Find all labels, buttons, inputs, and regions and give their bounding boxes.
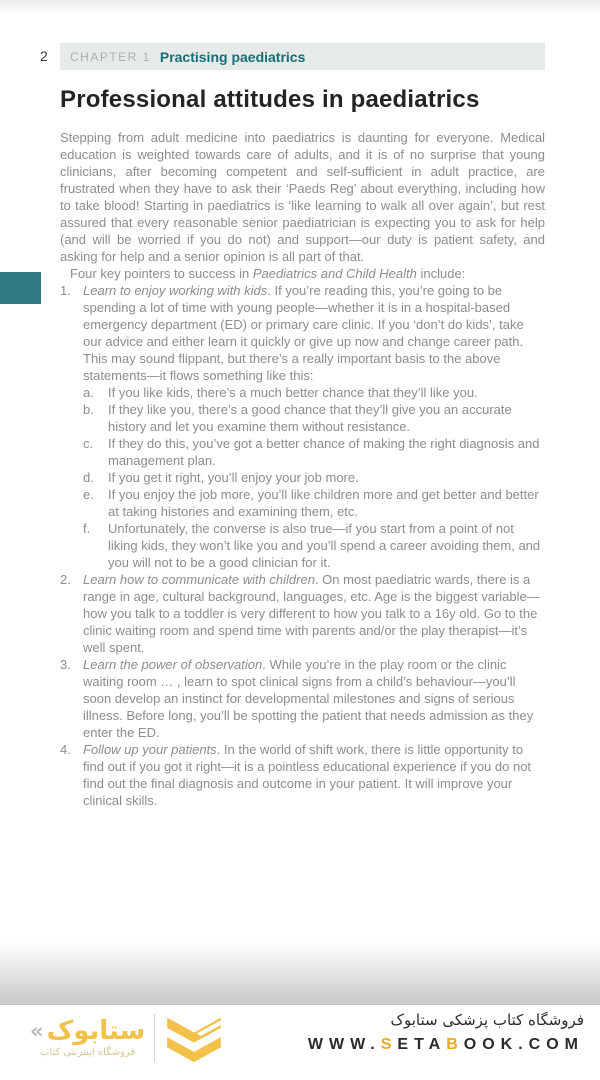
sublist-item-letter: b. — [83, 402, 94, 417]
setabook-logo-text — [30, 1018, 145, 1058]
list-item — [60, 282, 545, 571]
sublist-item-text: If you enjoy the job more, you’ll like children more and get better and better at taking histories and examining them, etc. — [108, 487, 539, 519]
sublist-item — [83, 384, 545, 401]
sublist-item-text: If you get it right, you’ll enjoy your job more. — [108, 470, 359, 485]
url-segment: OOK.COM — [463, 1036, 584, 1053]
list-item-lead: Learn to enjoy working with kids — [83, 283, 268, 298]
list-item-number: 2. — [60, 572, 71, 587]
store-name-persian: فروشگاه کتاب پزشکی ستابوک — [390, 1011, 584, 1029]
page-number: 2 — [40, 48, 48, 64]
sublist-item-text: If you like kids, there’s a much better chance that they’ll like you. — [108, 385, 478, 400]
pointers-intro-prefix: Four key pointers to success in — [70, 266, 253, 281]
list-item-body — [83, 282, 545, 571]
sublist-item-letter: f. — [83, 521, 91, 536]
list-item-text: . In the world of shift work, there is little opportunity to find out if you got it right—it is a pointless educational experience if you do not find out the final diagnosis and outcome in your patient. It will improve your clinical skills. — [83, 742, 532, 808]
guillemet-icon: « — [30, 1018, 44, 1043]
pointers-list — [60, 282, 545, 809]
sublist-item-text: If they like you, there’s a good chance that they’ll give you an accurate history and let you examine them without resistance. — [108, 402, 512, 434]
pointers-intro-book-title: Paediatrics and Child Health — [252, 266, 417, 281]
pointers-intro — [60, 265, 545, 282]
page-top-shadow — [0, 0, 600, 14]
sublist-item-letter: c. — [83, 436, 94, 451]
sublist-item — [83, 486, 545, 520]
intro-paragraph: Stepping from adult medicine into paediatrics is daunting for everyone. Medical education is weighted towards care of adults, and it is of no surprise that young clinicians, after becoming competent and self-sufficient in adult practice, are frustrated when they have to ask their ‘Paeds Reg’ about everything, including how to take blood! Starting in paediatrics is ‘like learning to walk all over again’, but rest assured that every reasonable senior paediatrician is expecting you to ask for help (and will be worried if you do not) and support—our duty is patient safety, and asking for help and a senior opinion is all part of that. — [60, 130, 545, 264]
pointers-intro-suffix: include: — [416, 266, 466, 281]
page-bottom-shadow — [0, 941, 600, 1005]
sublist-item — [83, 435, 545, 469]
chapter-bar — [60, 43, 545, 70]
setabook-wordmark-text: ستابوک — [46, 1016, 146, 1046]
list-item-number: 3. — [60, 657, 71, 672]
list-item — [60, 656, 545, 741]
website-url — [308, 1036, 584, 1054]
setabook-chevron-icon — [164, 1013, 224, 1063]
list-item-number: 4. — [60, 742, 71, 757]
sublist-item-text: Unfortunately, the converse is also true—if you start from a point of not liking kids, they won’t like you and you’ll spend a career avoiding them, and you will not to be a good clinician for it. — [108, 521, 541, 570]
page-header — [0, 43, 600, 70]
page-content — [60, 86, 545, 809]
chapter-thumb-tab — [0, 272, 41, 304]
chapter-title: Practising paediatrics — [159, 48, 306, 65]
logo-divider — [154, 1014, 155, 1062]
list-item-lead: Learn how to communicate with children — [83, 572, 315, 587]
list-item — [60, 571, 545, 656]
sublist-item-letter: e. — [83, 487, 94, 502]
url-segment: B — [446, 1036, 464, 1053]
list-item — [60, 741, 545, 809]
list-item-number: 1. — [60, 283, 71, 298]
list-item-body — [83, 571, 545, 656]
sublist-item — [83, 469, 545, 486]
url-segment: WWW. — [307, 1036, 381, 1053]
url-segment: S — [380, 1036, 398, 1053]
list-item-sublist — [83, 384, 545, 571]
sublist-item — [83, 520, 545, 571]
list-item-lead: Follow up your patients — [83, 742, 217, 757]
sublist-item-letter: a. — [83, 385, 94, 400]
list-item-text: . On most paediatric wards, there is a range in age, cultural background, languages, etc. Age is the biggest variable—how you talk to a toddler is very different to how you talk to a 16y old. Go to the clinic waiting room and spend time with parents and/or the play therapist—it’s well spent. — [83, 572, 540, 655]
list-item-text: . If you’re reading this, you’re going to be spending a lot of time with young people—whether it is in a hospital-based emergency department (ED) or primary care clinic. If you ‘don’t do kids’, take our advice and either learn it quickly or give up now and change career path. This may sound flippant, but there’s a really important basis to the above statements—it flows something like this: — [83, 283, 524, 383]
footer-store-info — [308, 1011, 584, 1054]
setabook-wordmark — [30, 1018, 145, 1044]
list-item-body — [83, 656, 545, 741]
setabook-logo — [30, 1013, 224, 1063]
sublist-item-letter: d. — [83, 470, 94, 485]
watermark-footer — [0, 1005, 600, 1080]
list-item-lead: Learn the power of observation — [83, 657, 263, 672]
url-segment: ETA — [397, 1036, 447, 1053]
sublist-item-text: If they do this, you’ve got a better chance of making the right diagnosis and management plan. — [108, 436, 540, 468]
chapter-label: CHAPTER 1 — [70, 49, 151, 64]
section-title: Professional attitudes in paediatrics — [60, 86, 480, 113]
setabook-logo-subtitle: فروشگاه اینترنتی کتاب — [40, 1047, 136, 1058]
list-item-text: . While you’re in the play room or the clinic waiting room … , learn to spot clinical signs from a child’s behaviour—you’ll soon develop an instinct for developmental milestones and signs of serious illness. Before long, you’ll be spotting the patient that needs admission as they enter the ED. — [83, 657, 534, 740]
sublist-item — [83, 401, 545, 435]
list-item-body — [83, 741, 545, 809]
